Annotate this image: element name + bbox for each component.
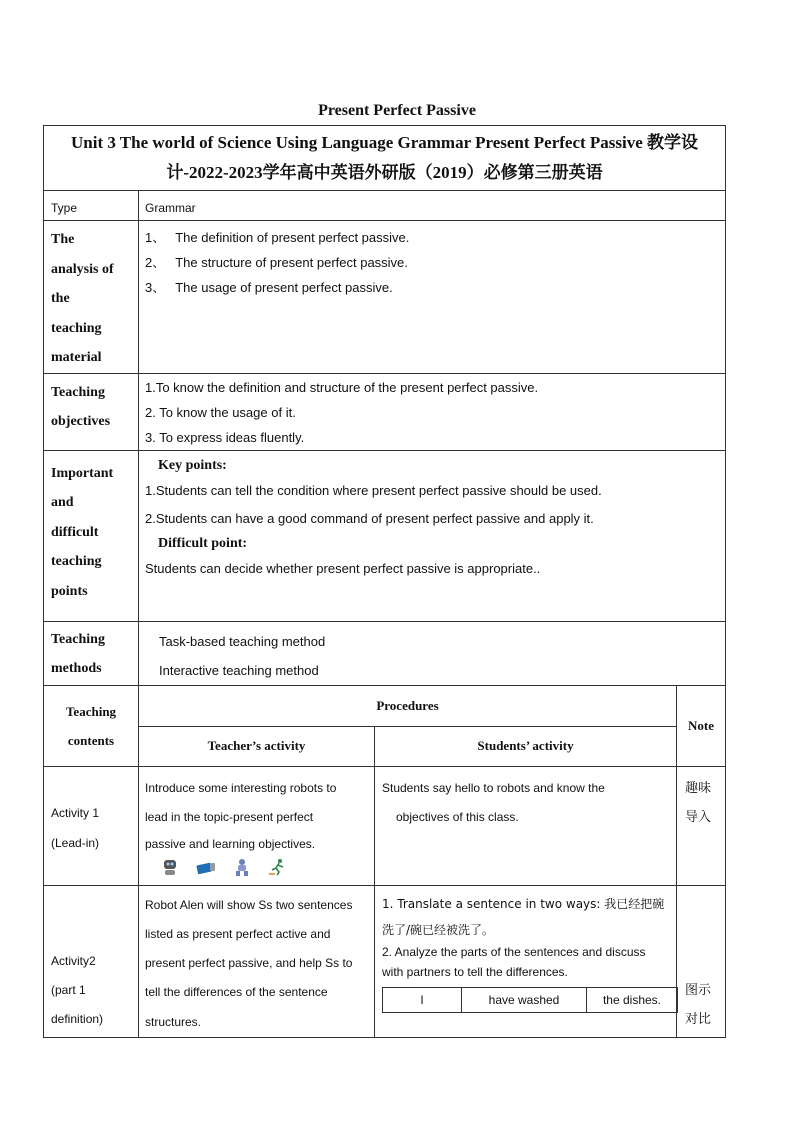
- objective-item: 1.To know the definition and structure of the present perfect passive.: [145, 379, 539, 395]
- activity1-teacher: Introduce some interesting robots to lead in the topic-present perfect passive and learning objectives.: [139, 766, 375, 885]
- key-point-item: 1.Students can tell the condition where present perfect passive should be used.: [145, 482, 602, 498]
- analysis-item: 1、 The definition of present perfect passive.: [145, 230, 410, 245]
- tablet-robot-icon: [195, 858, 217, 876]
- teaching-contents-header: Teaching contents: [44, 685, 139, 766]
- lesson-plan-table: [43, 125, 726, 1038]
- humanoid-robot-icon: [231, 858, 253, 876]
- sentence-parts-table: [382, 987, 678, 1013]
- procedures-header: Procedures: [139, 685, 677, 726]
- key-points-label: Important and difficult teaching points: [44, 450, 139, 621]
- methods-label: Teaching methods: [44, 621, 139, 685]
- activity1-students: Students say hello to robots and know the objectives of this class.: [375, 766, 677, 885]
- objectives-label: Teaching objectives: [44, 373, 139, 450]
- analysis-item: 3、 The usage of present perfect passive.: [145, 280, 393, 295]
- running-figure-icon: [267, 858, 289, 876]
- difficult-point-text: Students can decide whether present perfect passive is appropriate..: [145, 560, 541, 576]
- activity1-note: 趣味 导入: [677, 766, 726, 885]
- analysis-label: The analysis of the teaching material: [44, 221, 139, 374]
- lesson-header: Unit 3 The world of Science Using Language Grammar Present Perfect Passive 教学设计-2022-2023学年高中英语外研版（2019）必修第三册英语: [44, 126, 726, 191]
- objective-item: 3. To express ideas fluently.: [145, 429, 305, 445]
- page-title: Present Perfect Passive: [318, 102, 476, 119]
- activity1-label: Activity 1 (Lead-in): [44, 766, 139, 885]
- robot-images: [145, 858, 374, 876]
- activity2-label: Activity2 (part 1 definition): [44, 885, 139, 1037]
- analysis-content: [139, 221, 726, 374]
- sentence-part: the dishes.: [587, 987, 678, 1012]
- sentence-part: have washed: [462, 987, 587, 1012]
- objective-item: 2. To know the usage of it.: [145, 404, 296, 420]
- note-header: Note: [677, 685, 726, 766]
- key-point-item: 2.Students can have a good command of present perfect passive and apply it.: [145, 510, 594, 526]
- method-item: Interactive teaching method: [159, 662, 319, 678]
- activity2-students: 1. Translate a sentence in two ways: 我已经把碗 洗了/碗已经被洗了。 2. Analyze the parts of the sentences and discuss with partners to tell the differences. I have washed the dishes.: [375, 885, 677, 1037]
- type-label: Type: [44, 191, 139, 221]
- activity2-note: 图示 对比: [677, 885, 726, 1037]
- difficult-point-heading: Difficult point:: [158, 535, 248, 551]
- teacher-activity-header: Teacher’s activity: [139, 726, 375, 766]
- analysis-item: 2、 The structure of present perfect passive.: [145, 255, 408, 270]
- activity2-teacher: Robot Alen will show Ss two sentences listed as present perfect active and present perfect passive, and help Ss to tell the differences of the sentence structures.: [139, 885, 375, 1037]
- sentence-part: I: [383, 987, 462, 1012]
- methods-content: [139, 621, 726, 685]
- objectives-content: [139, 373, 726, 450]
- key-points-heading: Key points:: [158, 457, 227, 473]
- students-activity-header: Students’ activity: [375, 726, 677, 766]
- key-points-content: [139, 450, 726, 621]
- method-item: Task-based teaching method: [159, 633, 326, 649]
- robot-head-icon: [159, 858, 181, 876]
- type-value: Grammar: [139, 191, 726, 221]
